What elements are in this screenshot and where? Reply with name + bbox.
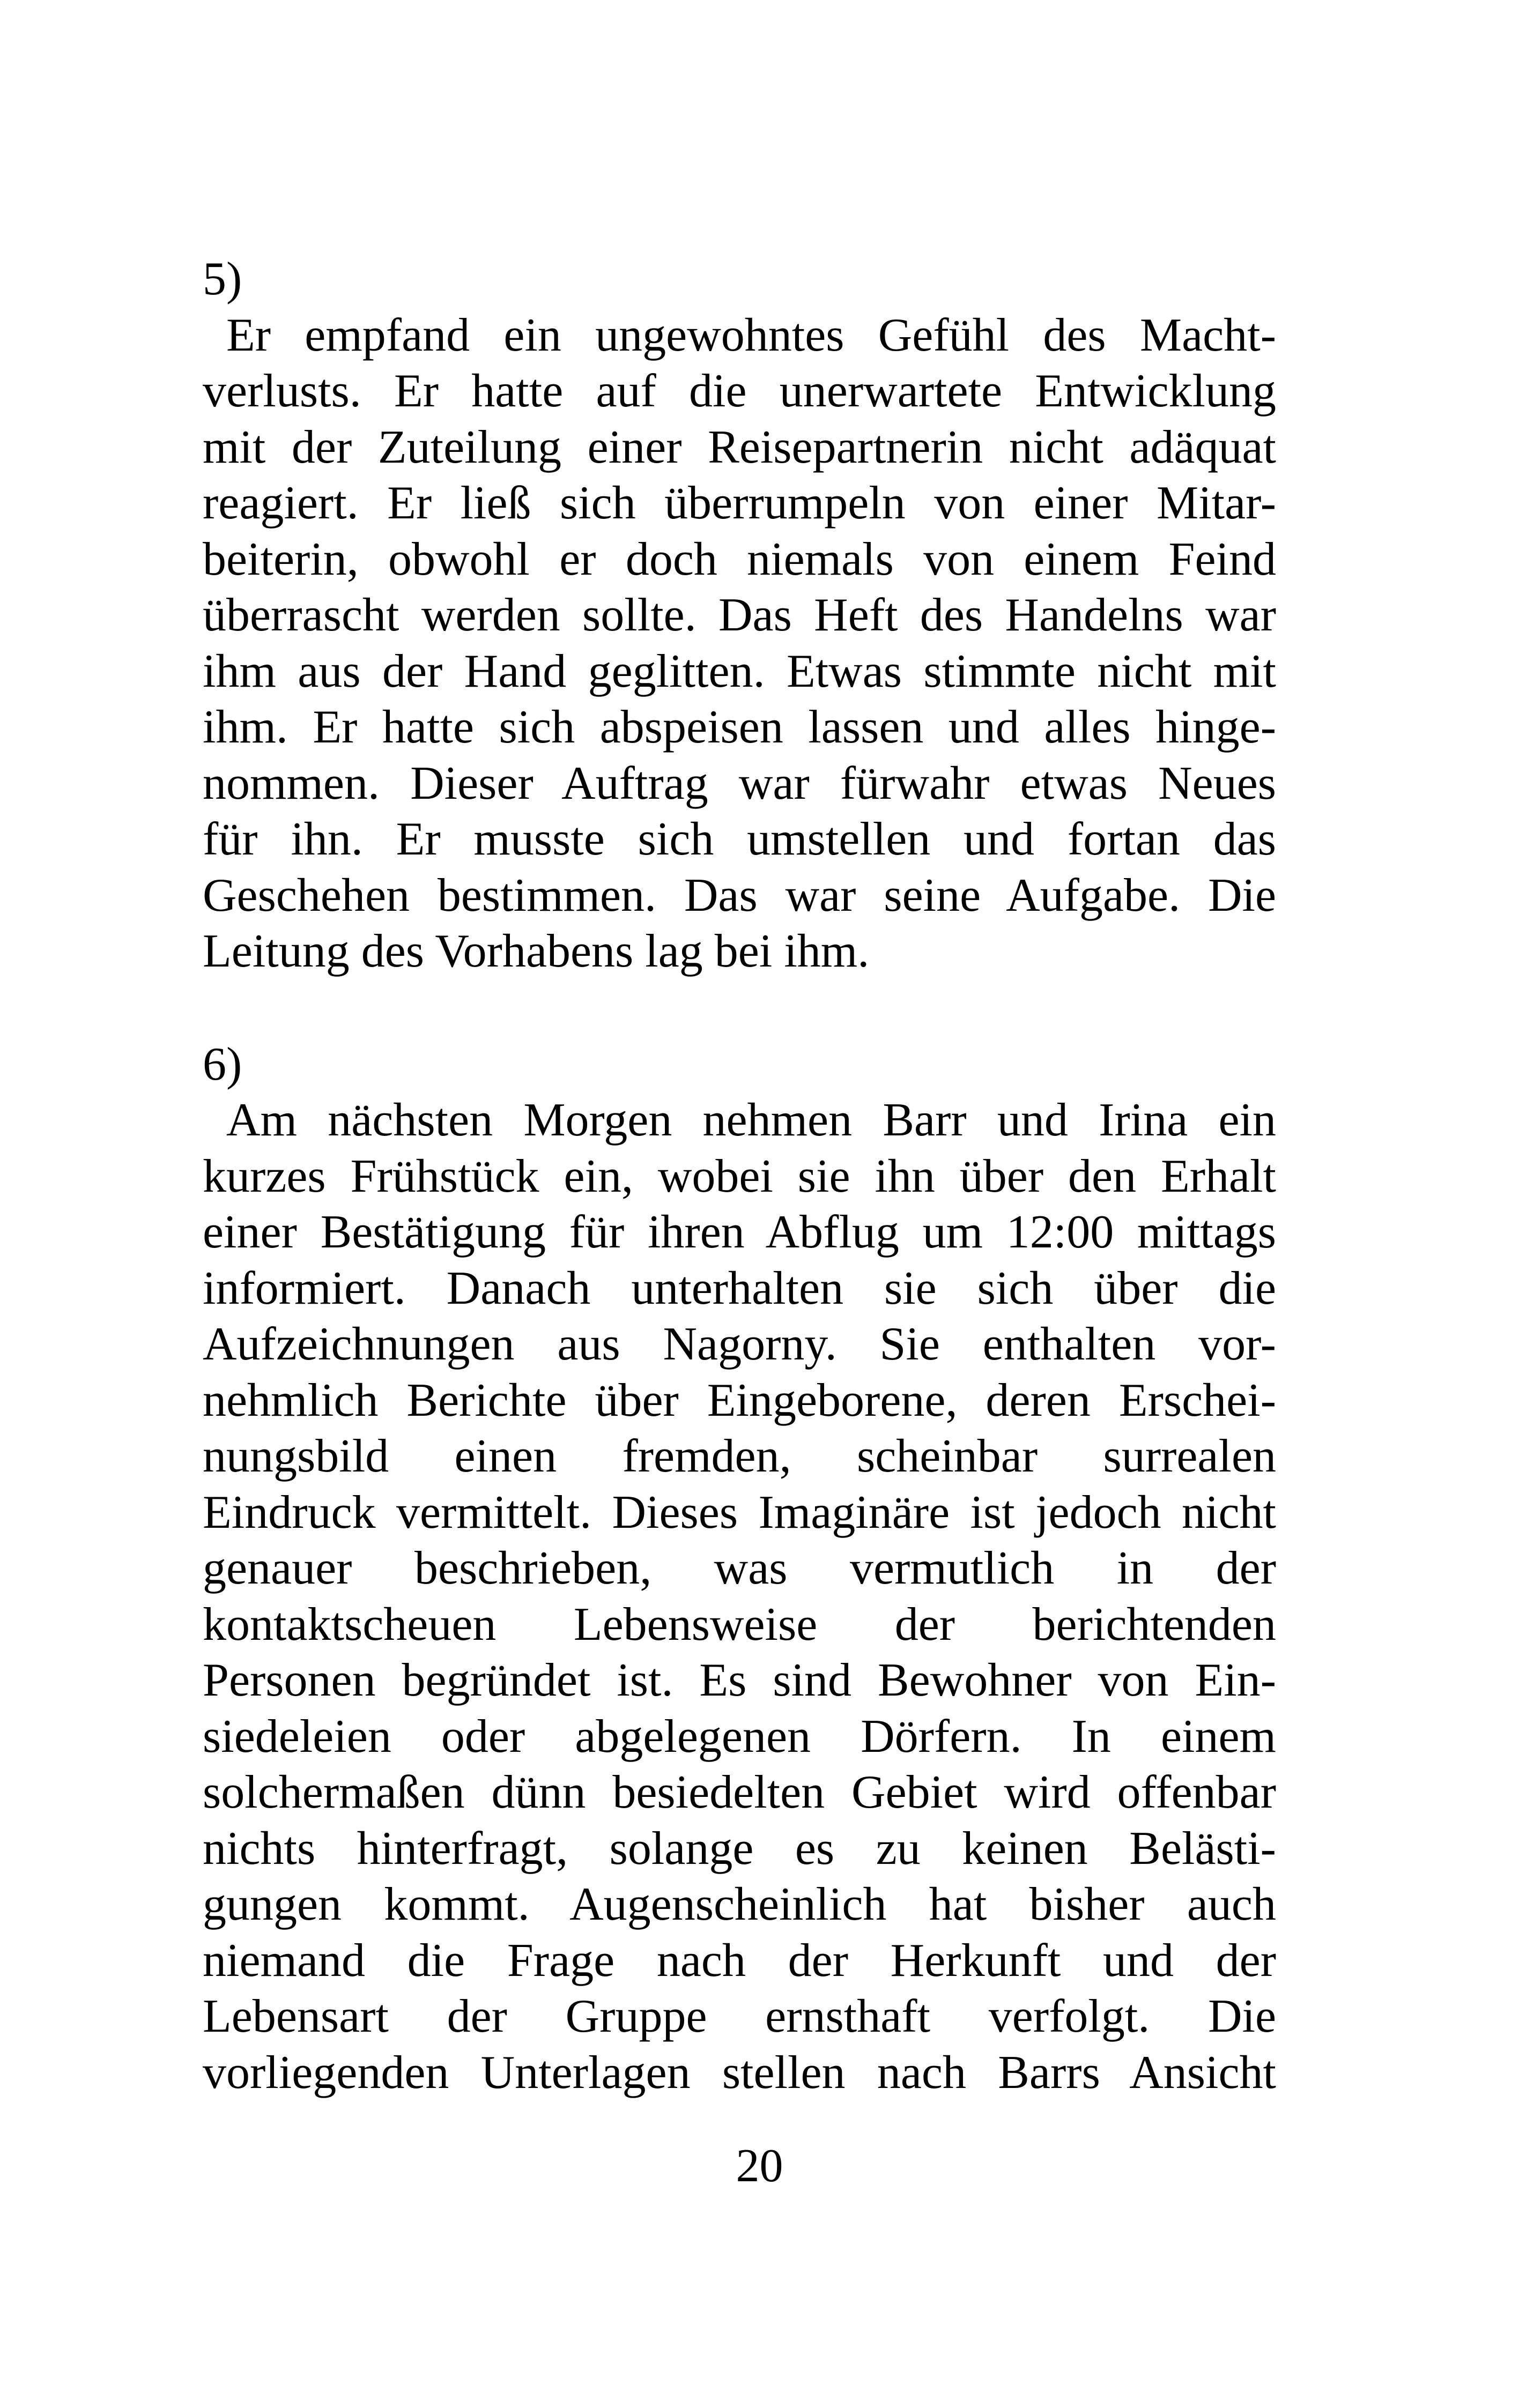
section-number-5: 5)	[203, 253, 242, 305]
paragraph-line: reagiert. Er ließ sich überrumpeln von einer Mitar-	[203, 477, 1276, 529]
paragraph-line: nommen. Dieser Auftrag war fürwahr etwas Neues	[203, 757, 1276, 809]
paragraph-line: überrascht werden sollte. Das Heft des Handelns war	[203, 589, 1276, 641]
paragraph-line: Lebensart der Gruppe ernsthaft verfolgt. Die	[203, 1990, 1276, 2042]
paragraph-line: nungsbild einen fremden, scheinbar surrealen	[203, 1430, 1276, 1482]
paragraph-line: Geschehen bestimmen. Das war seine Aufgabe. Die	[203, 869, 1276, 921]
paragraph-line: kurzes Frühstück ein, wobei sie ihn über den Erhalt	[203, 1150, 1276, 1202]
paragraph-line: solchermaßen dünn besiedelten Gebiet wird offenbar	[203, 1766, 1276, 1818]
paragraph-line: gungen kommt. Augenscheinlich hat bisher auch	[203, 1878, 1276, 1930]
paragraph-line: verlusts. Er hatte auf die unerwartete Entwicklung	[203, 365, 1276, 417]
paragraph-line: informiert. Danach unterhalten sie sich über die	[203, 1262, 1276, 1314]
paragraph-line: genauer beschrieben, was vermutlich in der	[203, 1542, 1276, 1594]
paragraph-line: siedeleien oder abgelegenen Dörfern. In einem	[203, 1711, 1276, 1763]
paragraph-line: Er empfand ein ungewohntes Gefühl des Macht-	[226, 309, 1276, 361]
paragraph-line: niemand die Frage nach der Herkunft und der	[203, 1935, 1276, 1987]
paragraph-line: mit der Zuteilung einer Reisepartnerin nicht adäquat	[203, 421, 1276, 473]
paragraph-line: Personen begründet ist. Es sind Bewohner von Ein-	[203, 1654, 1276, 1706]
paragraph-line: Eindruck vermittelt. Dieses Imaginäre ist jedoch nicht	[203, 1487, 1276, 1539]
page-number: 20	[736, 2140, 783, 2192]
paragraph-line: einer Bestätigung für ihren Abflug um 12:00 mittags	[203, 1206, 1276, 1258]
paragraph-line: für ihn. Er musste sich umstellen und fortan das	[203, 813, 1276, 865]
paragraph-line: nichts hinterfragt, solange es zu keinen Belästi-	[203, 1823, 1276, 1875]
section-number-6: 6)	[203, 1038, 242, 1090]
paragraph-line: Am nächsten Morgen nehmen Barr und Irina ein	[226, 1094, 1276, 1146]
paragraph-line: vorliegenden Unterlagen stellen nach Barrs Ansicht	[203, 2047, 1276, 2099]
paragraph-line: ihm. Er hatte sich abspeisen lassen und alles hinge-	[203, 701, 1276, 753]
paragraph-line: Aufzeichnungen aus Nagorny. Sie enthalten vor-	[203, 1318, 1276, 1370]
paragraph-line: Leitung des Vorhabens lag bei ihm.	[203, 925, 870, 977]
paragraph-line: nehmlich Berichte über Eingeborene, deren Erschei-	[203, 1374, 1276, 1426]
paragraph-line: beiterin, obwohl er doch niemals von einem Feind	[203, 533, 1276, 585]
paragraph-line: kontaktscheuen Lebensweise der berichtenden	[203, 1599, 1276, 1651]
paragraph-line: ihm aus der Hand geglitten. Etwas stimmte nicht mit	[203, 645, 1276, 697]
